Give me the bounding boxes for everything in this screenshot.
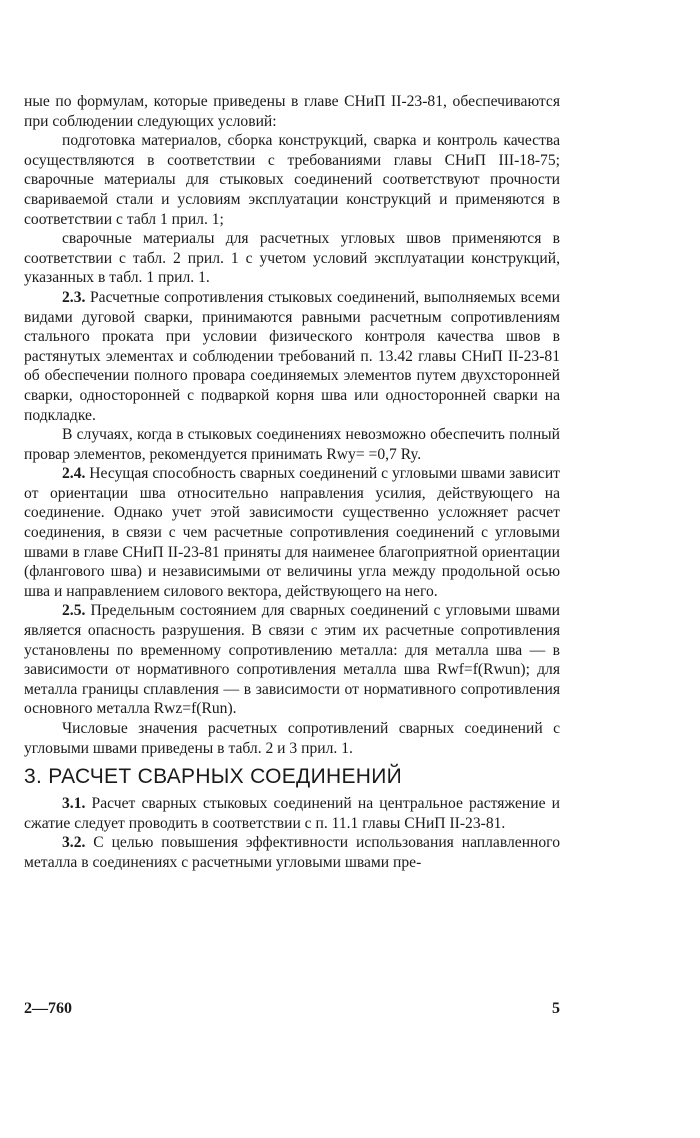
paragraph-p7 <box>24 601 560 719</box>
paragraph-text: ные по формулам, которые приведены в главе СНиП II-23-81, обеспечиваются при соблюдении следующих условий: <box>24 93 560 130</box>
clause-number: 2.4. <box>62 465 86 483</box>
paragraph-p5 <box>24 425 560 464</box>
paragraph-p9 <box>24 794 560 833</box>
paragraph-text: Расчетные сопротивления стыковых соединений, выполняемых всеми видами дуговой сварки, принимаются равными расчетным сопротивлениям стального проката при условии физического контроля качества швов в растянутых элементах и соблюдении требований п. 13.42 главы СНиП II-23-81 об обеспечении полного провара соединяемых элементов путем двухсторонней сварки, односторонней с подваркой корня шва или односторонней сварки на подкладке. <box>24 288 560 424</box>
paragraph-p3 <box>24 229 560 288</box>
sheet-mark: 2—760 <box>24 1000 72 1017</box>
paragraph-text: подготовка материалов, сборка конструкций, сварка и контроль качества осуществляются в соответствии с требованиями главы СНиП III-18-75; сварочные материалы для стыковых соединений соответствуют прочности свариваемой стали и условиям эксплуатации конструкций и применяются в соответствии с табл 1 прил. 1; <box>24 132 560 228</box>
section-3-text <box>24 794 560 872</box>
paragraph-text: Числовые значения расчетных сопротивлений сварных соединений с угловыми швами приведены в табл. 2 и 3 прил. 1. <box>24 720 560 757</box>
paragraph-text: Расчет сварных стыковых соединений на центральное растяжение и сжатие следует проводить в соответствии с п. 11.1 главы СНиП II-23-81. <box>24 795 561 832</box>
paragraph-text: В случаях, когда в стыковых соединениях невозможно обеспечить полный провар элементов, рекомендуется принимать Rwy= =0,7 Ry. <box>24 426 560 463</box>
paragraph-p8 <box>24 719 560 758</box>
paragraph-text: С целью повышения эффективности использования наплавленного металла в соединениях с расчетными угловыми швами пре- <box>24 834 560 871</box>
clause-number: 2.3. <box>62 288 86 306</box>
paragraph-p1 <box>24 92 560 131</box>
page-number: 5 <box>552 1000 560 1017</box>
paragraph-text: Несущая способность сварных соединений с угловыми швами зависит от ориентации шва относительно направления усилия, действующего на соединение. Однако учет этой зависимости существенно усложняет расчет соединения, в связи с чем расчетные сопротивления соединений с угловыми швами в главе СНиП II-23-81 приняты для наименее благоприятной ориентации (флангового шва) и независимыми от величины угла между продольной осью шва и направлением силового вектора, действующего на него. <box>24 465 560 600</box>
section-2-text <box>24 92 560 758</box>
paragraph-p2 <box>24 131 560 229</box>
section-heading: 3. РАСЧЕТ СВАРНЫХ СОЕДИНЕНИЙ <box>24 765 403 789</box>
paragraph-p6 <box>24 464 560 601</box>
paragraph-text: Предельным состоянием для сварных соединений с угловыми швами является опасность разрушения. В связи с этим их расчетные сопротивления установлены по временному сопротивлению металла: для металла шва — в зависимости от нормативного сопротивления металла шва Rwf=f(Rwun); для металла границы сплавления — в зависимости от нормативного сопротивления основного металла Rwz=f(Run). <box>24 602 560 718</box>
paragraph-p4 <box>24 288 560 425</box>
paragraph-text: сварочные материалы для расчетных угловых швов применяются в соответствии с табл. 2 прил. 1 с учетом условий эксплуатации конструкций, указанных в табл. 1 прил. 1. <box>24 230 560 287</box>
clause-number: 3.2. <box>62 834 86 852</box>
clause-number: 3.1. <box>62 795 86 813</box>
paragraph-p10 <box>24 833 560 872</box>
clause-number: 2.5. <box>62 602 86 620</box>
page-body <box>24 92 560 873</box>
